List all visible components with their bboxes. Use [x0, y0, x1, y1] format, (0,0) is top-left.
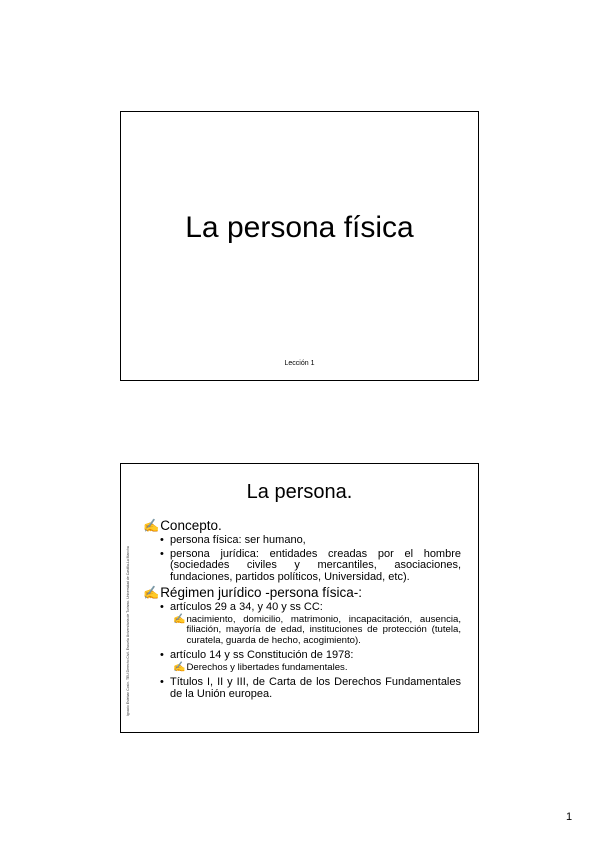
bullet-icon: • — [160, 649, 164, 662]
sub-item: ✍ Derechos y libertades fundamentales. — [173, 661, 348, 673]
pen-bullet-icon: ✍ — [143, 585, 160, 600]
list-item: • persona jurídica: entidades creadas por el hombre (sociedades civiles y mercantiles, asociaciones, fundaciones, partidos políticos, Universidad, etc). — [160, 547, 461, 583]
section-label: Régimen jurídico -persona física-: — [160, 585, 363, 600]
pen-bullet-icon: ✍ — [143, 518, 160, 533]
bullet-icon: • — [160, 601, 164, 613]
list-item: • artículo 14 y ss Constitución de 1978: — [160, 649, 354, 662]
slide-body — [143, 518, 461, 700]
section-regimen — [143, 585, 461, 600]
pen-bullet-icon: ✍ — [173, 661, 186, 673]
bullet-icon: • — [160, 534, 164, 546]
slide-footer: Lección 1 — [284, 360, 315, 367]
slide-content — [120, 463, 479, 733]
slide-title-heading: La persona física — [185, 211, 414, 244]
list-item: • persona física: ser humano, — [160, 534, 306, 546]
bullet-icon: • — [160, 676, 164, 689]
bullet-icon: • — [160, 547, 164, 560]
sub-item: ✍ nacimiento, domicilio, matrimonio, incapacitación, ausencia, filiación, mayoría de edad, instituciones de protección (tutela, curatela, guarda de hecho, acogimiento). — [173, 613, 461, 646]
list-item: • artículos 29 a 34, y 40 y ss CC: — [160, 601, 323, 613]
pen-bullet-icon: ✍ — [173, 613, 186, 625]
side-note: Ignacio Esteban Cosín. TEU Derecho Civil. Escuela Universitaria de Turismo. Universidad de Castilla-La Mancha — [126, 546, 130, 716]
page-number: 1 — [566, 811, 573, 823]
slide-content-heading: La persona. — [246, 481, 353, 503]
slide-title — [120, 111, 479, 381]
list-item: • Títulos I, II y III, de Carta de los Derechos Fundamentales de la Unión europea. — [160, 676, 461, 700]
section-label: Concepto. — [160, 518, 222, 533]
section-concepto — [143, 518, 461, 533]
